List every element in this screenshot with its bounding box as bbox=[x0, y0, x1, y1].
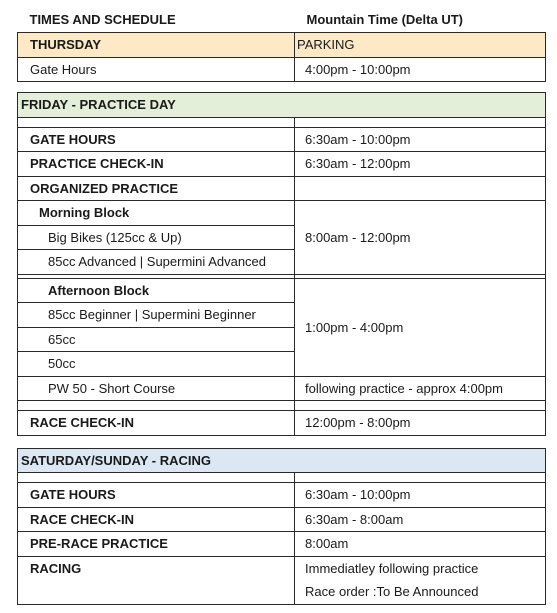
afternoon-class: 85cc Beginner | Supermini Beginner bbox=[18, 303, 295, 328]
table-row bbox=[18, 57, 546, 82]
weekend-race-checkin-label: RACE CHECK-IN bbox=[18, 507, 295, 532]
friday-header-row bbox=[18, 93, 546, 118]
thursday-gate-label: Gate Hours bbox=[18, 57, 295, 82]
table-row bbox=[18, 127, 546, 152]
table-row bbox=[18, 278, 546, 303]
table-row bbox=[18, 411, 546, 436]
weekend-race-checkin-time: 6:30am - 8:00am bbox=[295, 507, 546, 532]
pw50-time: following practice - approx 4:00pm bbox=[295, 376, 546, 401]
friday-practice-checkin-time: 6:30am - 12:00pm bbox=[295, 152, 546, 177]
friday-title: FRIDAY - PRACTICE DAY bbox=[18, 93, 546, 118]
table-row bbox=[18, 376, 546, 401]
weekend-racing-line2: Race order :To Be Announced bbox=[295, 580, 546, 604]
header-row bbox=[18, 7, 546, 33]
table-row bbox=[18, 152, 546, 177]
header-timezone: Mountain Time (Delta UT) bbox=[295, 7, 546, 33]
weekend-prerace-time: 8:00am bbox=[295, 532, 546, 557]
morning-class: 85cc Advanced | Supermini Advanced bbox=[18, 250, 295, 275]
friday-practice-checkin-label: PRACTICE CHECK-IN bbox=[18, 152, 295, 177]
gap-row bbox=[18, 117, 546, 127]
table-row bbox=[18, 201, 546, 226]
table-row bbox=[18, 556, 546, 580]
table-row bbox=[18, 532, 546, 557]
weekend-gate-label: GATE HOURS bbox=[18, 483, 295, 508]
morning-block-time: 8:00am - 12:00pm bbox=[295, 201, 546, 275]
schedule-table bbox=[17, 7, 546, 605]
friday-gate-time: 6:30am - 10:00pm bbox=[295, 127, 546, 152]
afternoon-class: 65cc bbox=[18, 327, 295, 352]
schedule-document bbox=[17, 7, 545, 605]
friday-gate-label: GATE HOURS bbox=[18, 127, 295, 152]
thursday-gate-time: 4:00pm - 10:00pm bbox=[295, 57, 546, 82]
thursday-title: THURSDAY bbox=[18, 33, 295, 58]
thursday-header-row bbox=[18, 33, 546, 58]
weekend-racing-line1: Immediatley following practice bbox=[295, 556, 546, 580]
table-row bbox=[18, 483, 546, 508]
spacer-row bbox=[18, 435, 546, 448]
weekend-prerace-label: PRE-RACE PRACTICE bbox=[18, 532, 295, 557]
morning-class: Big Bikes (125cc & Up) bbox=[18, 225, 295, 250]
morning-block-label: Morning Block bbox=[18, 201, 295, 226]
thursday-note: PARKING bbox=[295, 33, 546, 58]
afternoon-class: 50cc bbox=[18, 352, 295, 377]
afternoon-block-time: 1:00pm - 4:00pm bbox=[295, 278, 546, 376]
friday-race-checkin-label: RACE CHECK-IN bbox=[18, 411, 295, 436]
pw50-label: PW 50 - Short Course bbox=[18, 376, 295, 401]
table-row bbox=[18, 176, 546, 201]
table-row bbox=[18, 507, 546, 532]
weekend-title: SATURDAY/SUNDAY - RACING bbox=[18, 448, 546, 473]
gap-row bbox=[18, 473, 546, 483]
header-schedule: TIMES AND SCHEDULE bbox=[18, 7, 295, 33]
friday-organized-practice-label: ORGANIZED PRACTICE bbox=[18, 176, 295, 201]
afternoon-block-label: Afternoon Block bbox=[18, 278, 295, 303]
gap-row bbox=[18, 401, 546, 411]
weekend-gate-time: 6:30am - 10:00pm bbox=[295, 483, 546, 508]
weekend-racing-label: RACING bbox=[18, 556, 295, 604]
weekend-header-row bbox=[18, 448, 546, 473]
spacer-row bbox=[18, 82, 546, 93]
friday-race-checkin-time: 12:00pm - 8:00pm bbox=[295, 411, 546, 436]
